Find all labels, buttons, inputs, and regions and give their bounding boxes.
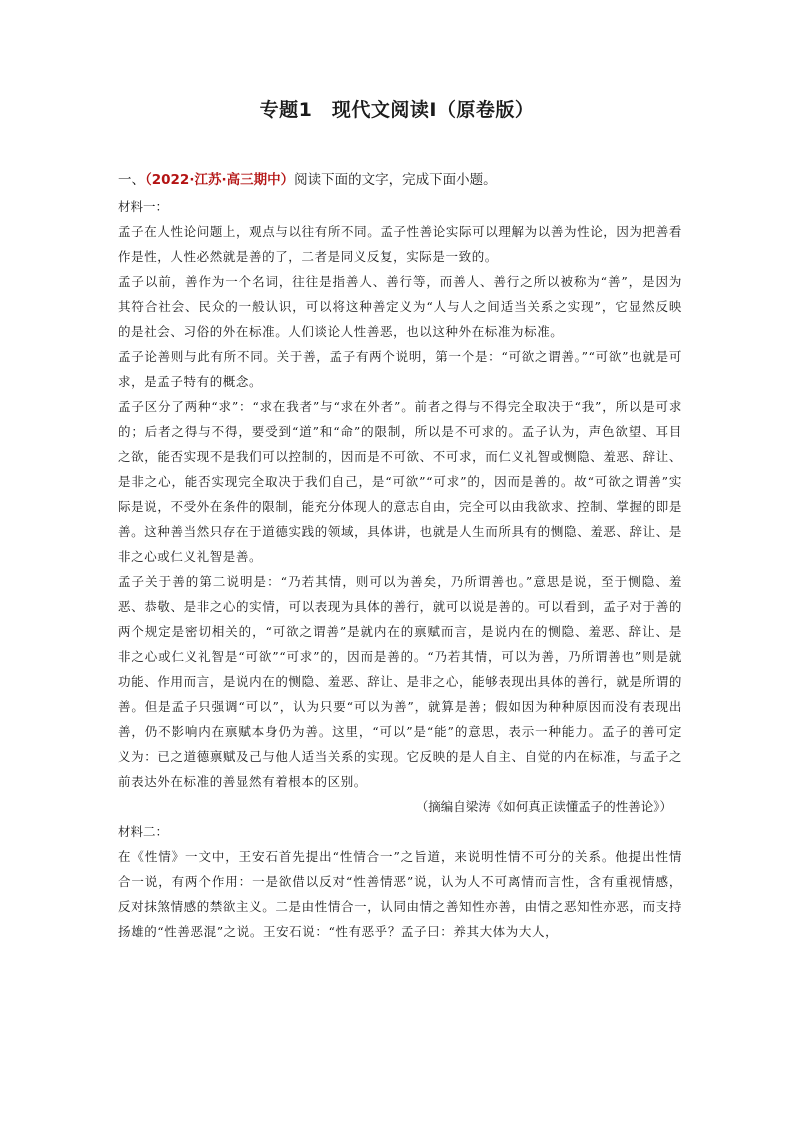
material1-paragraph: 孟子关于善的第二说明是：“乃若其情，则可以为善矣，乃所谓善也。”意思是说，至于恻隐、羞恶、恭敬、是非之心的实情，可以表现为具体的善行，就可以说是善的。可以看到，孟子对于善的两个规定是密切相关的，“可欲之谓善”是就内在的禀赋而言，是说内在的恻隐、羞恶、辞让、是非之心或仁义礼智是“可欲”“可求”的，因而是善的。“乃若其情，可以为善，乃所谓善也”则是就功能、作用而言，是说内在的恻隐、羞恶、辞让、是非之心，能够表现出具体的善行，就是所谓的善。但是孟子只强调“可以”，认为只要“可以为善”，就算是善；假如因为种种原因而没有表现出善，仍不影响内在禀赋本身仍为善。这里，“可以”是“能”的意思，表示一种能力。孟子的善可定义为：已之道德禀赋及己与他人适当关系的实现。它反映的是人自主、自觉的内在标准，与孟子之前表达外在标准的善显然有着根本的区别。: [118, 574, 682, 789]
material1-paragraph: 孟子论善则与此有所不同。关于善，孟子有两个说明，第一个是：“可欲之谓善。”“可欲”也就是可求，是孟子特有的概念。: [118, 349, 682, 389]
question-heading: [118, 168, 682, 192]
material1-citation: （摘编自梁涛《如何真正读懂孟子的性善论》）: [415, 799, 672, 814]
document-title: 专题1 现代文阅读I（原卷版）: [259, 99, 535, 121]
question-number: 一、: [118, 172, 145, 188]
question-source: （2022·江苏·高三期中）: [145, 172, 295, 188]
material1-paragraph: 孟子以前，善作为一个名词，往往是指善人、善行等，而善人、善行之所以被称为“善”，是因为其符合社会、民众的一般认识，可以将这种善定义为“人与人之间适当关系之实现”，它显然反映的是社会、习俗的外在标准。人们谈论人性善恶，也以这种外在标准为标准。: [118, 274, 682, 339]
material1-paragraph: 孟子在人性论问题上，观点与以往有所不同。孟子性善论实际可以理解为以善为性论，因为把善看作是性，人性必然就是善的了，二者是同义反复，实际是一致的。: [118, 224, 682, 264]
question-instruction: 阅读下面的文字，完成下面小题。: [294, 172, 497, 188]
material2-paragraph: 在《性情》一文中，王安石首先提出“性情合一”之旨道，来说明性情不可分的关系。他提出性情合一说，有两个作用：一是欲借以反对“性善情恶”说，认为人不可离情而言性，含有重视情感，反对抹煞情感的禁欲主义。二是由性情合一，认同由情之善知性亦善，由情之恶知性亦恶，而支持扬雄的“性善恶混”之说。王安石说：“性有恶乎？孟子曰：养其大体为大人，: [118, 849, 682, 939]
document-body: [118, 168, 682, 944]
material1-paragraph: 孟子区分了两种“求”：“求在我者”与“求在外者”。前者之得与不得完全取决于“我”，所以是可求的；后者之得与不得，要受到“道”和“命”的限制，所以是不可求的。孟子认为，声色欲望、耳目之欲，能否实现不是我们可以控制的，因而是不可欲、不可求，而仁义礼智或恻隐、羞恶、辞让、是非之心，能否实现完全取决于我们自己，是“可欲”“可求”的，因而是善的。故“可欲之谓善”实际是说，不受外在条件的限制，能充分体现人的意志自由，完全可以由我欲求、控制、掌握的即是善。这种善当然只存在于道德实践的领域，具体讲，也就是人生而所具有的恻隐、羞恶、辞让、是非之心或仁义礼智是善。: [118, 399, 682, 564]
material2-label: 材料二：: [118, 824, 169, 839]
material1-label: 材料一：: [118, 199, 169, 214]
